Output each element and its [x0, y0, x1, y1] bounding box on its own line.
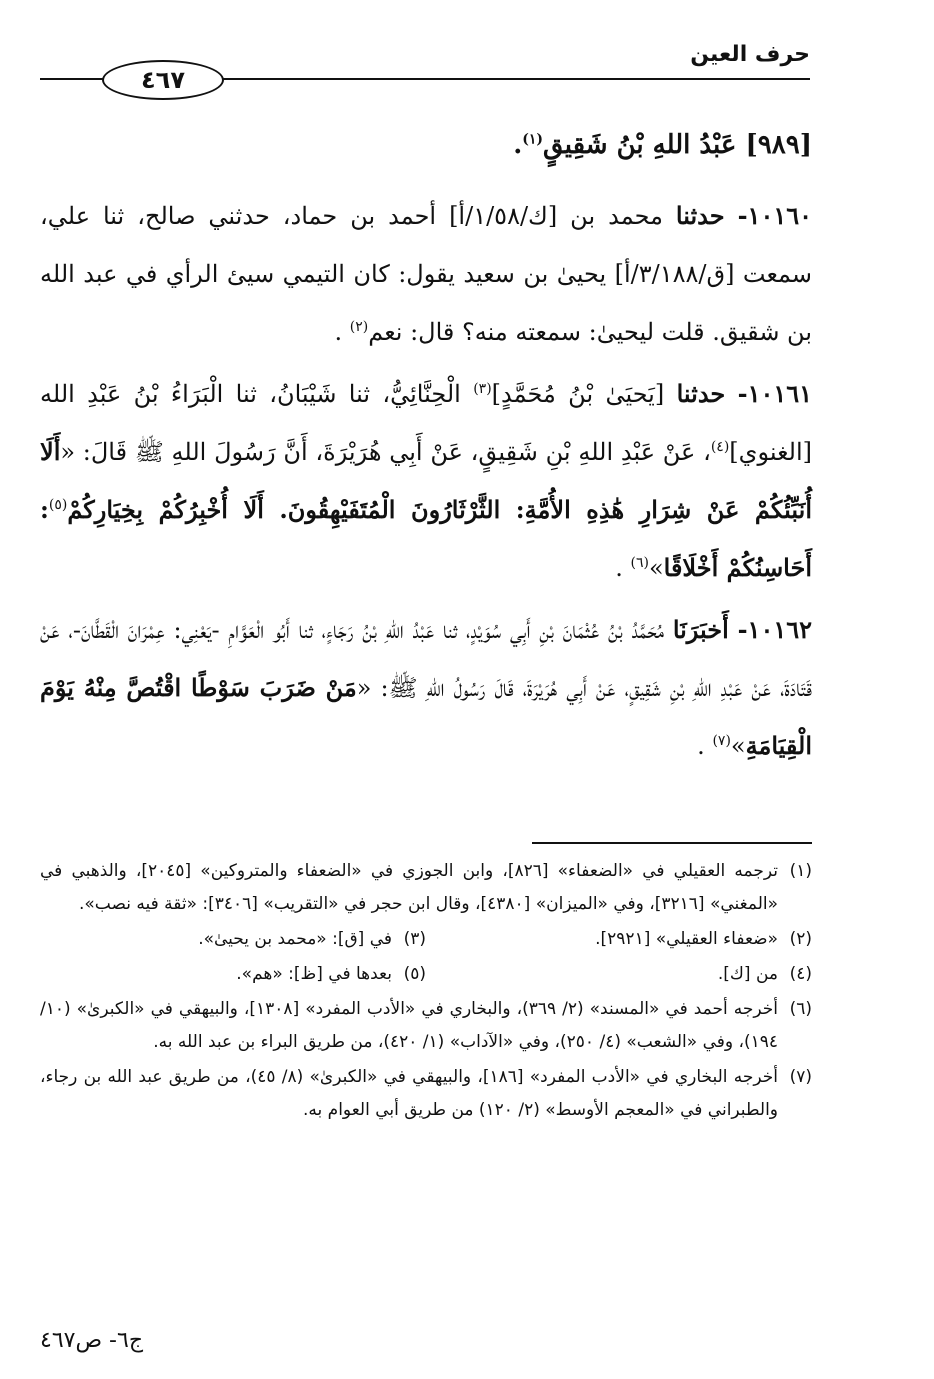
folio-reference: ج٦- ص٤٦٧: [40, 1328, 144, 1353]
page-number: ٤٦٧: [141, 66, 185, 94]
hadith-number: ١٠١٦٠-: [737, 201, 812, 230]
footnote-number: (٤): [789, 964, 812, 984]
main-text: [40, 125, 812, 779]
footnote-ref: (١): [522, 131, 544, 148]
footnote-number: (٧): [789, 1067, 812, 1087]
hadith-matn: أَلَا أُنَبِّئُكُمْ عَنْ شِرَارِ هَٰذِهِ الأُمَّةِ: الثَّرْثَارُونَ الْمُتَفَيْهِقُونَ. أَلَا أُخْبِرُكُمْ بِخِيَارِكُمْ: [40, 437, 812, 524]
footnote-number: (٥): [403, 964, 426, 984]
chapter-title: حرف العين: [690, 42, 810, 67]
footnote-text: بعدها في [ظ]: «هم».: [236, 964, 392, 984]
footnote-text: أخرجه البخاري في «الأدب المفرد» [١٨٦]، والبيهقي في «الكبرىٰ» (٨/ ٤٥)، من طريق عبد الله بن رجاء، والطبراني في «المعجم الأوسط» (٢/ ١٢٠) من طريق أبي العوام به.: [40, 1067, 778, 1120]
footnote-number: (١): [789, 861, 812, 881]
hadith-number: ١٠١٦١-: [737, 379, 813, 408]
hadith-text: مُحَمَّدُ بْنُ عُثْمَانَ بْنِ أَبِي سُوَيْدٍ، ثنا عَبْدُ اللهِ بْنُ رَجَاءٍ، ثنا أَبُو الْعَوَّامِ -يَعْنِي: عِمْرَانَ الْقَطَّانَ-، عَنْ قَتَادَةَ، عَنْ عَبْدِ اللهِ بْنِ شَقِيقٍ، عَنْ أَبِي هُرَيْرَةَ، قَالَ رَسُولُ اللهِ ﷺ: «: [40, 616, 812, 702]
footnote-5: [40, 958, 426, 991]
footnote-ref: (٥): [48, 497, 68, 513]
footnote-7: [40, 1061, 812, 1127]
hadith-matn: مَنْ ضَرَبَ سَوْطًا اقْتُصَّ مِنْهُ يَوْمَ الْقِيَامَةِ: [40, 673, 812, 760]
hadith-lead: أَخبَرَنَا: [672, 615, 729, 644]
footnote-3: [40, 923, 426, 956]
footnote-text: «ضعفاء العقيلي» [٢٩٢١].: [595, 929, 778, 949]
footnote-6: [40, 993, 812, 1059]
footnotes: [40, 855, 812, 1129]
footnote-text: ترجمه العقيلي في «الضعفاء» [٨٢٦]، وابن الجوزي في «الضعفاء والمتروكين» [٢٠٤٥]، والذهبي في «المغني» [٣٢١٦]، وفي «الميزان» [٤٣٨٠]، وقال ابن حجر في «التقريب» [٣٤٠٦]: «ثقة فيه نصب».: [40, 861, 778, 914]
footnote-ref: (٦): [630, 555, 649, 571]
page-header: [40, 40, 810, 100]
hadith-text: الْحِنَّائِيُّ، ثنا شَيْبَانُ، ثنا الْبَرَاءُ بْنُ عَبْدِ الله [الغنوي]: [40, 380, 813, 466]
hadith-text: ، عَنْ عَبْدِ اللهِ بْنِ شَقِيقٍ، عَنْ أَبِي هُرَيْرَةَ، أَنَّ رَسُولَ اللهِ ﷺ قَالَ: «: [60, 438, 711, 466]
footnote-ref: (٤): [710, 439, 730, 455]
footnote-text: من [ك].: [717, 964, 778, 984]
footnote-ref: (٢): [349, 319, 369, 335]
footnote-4: [426, 958, 812, 991]
footnote-separator: [532, 842, 812, 844]
hadith-text: محمد بن [ك/١/٥٨/أ] أحمد بن حماد، حدثني صالح، ثنا علي، سمعت [ق/٣/١٨٨/أ] يحيىٰ بن سعيد يقول: كان التيمي سيئ الرأي في عبد الله بن شقيق. قلت ليحيىٰ: سمعته منه؟ قال: نعم: [40, 202, 813, 346]
footnote-number: (٣): [403, 929, 426, 949]
hadith-text: [يَحيَىٰ بْنُ مُحَمَّدٍ]: [491, 380, 665, 408]
page-number-badge: [102, 60, 224, 100]
footnote-row: [40, 923, 812, 956]
hadith-10162: ١٠١٦٢- أَخبَرَنَا مُحَمَّدُ بْنُ عُثْمَانَ بْنِ أَبِي سُوَيْدٍ، ثنا عَبْدُ اللهِ بْنُ رَجَاءٍ، ثنا أَبُو الْعَوَّامِ -يَعْنِي: عِمْرَانَ الْقَطَّانَ-، عَنْ قَتَادَةَ، عَنْ عَبْدِ اللهِ بْنِ شَقِيقٍ، عَنْ أَبِي هُرَيْرَةَ، قَالَ رَسُولُ اللهِ ﷺ: «مَنْ ضَرَبَ سَوْطًا اقْتُصَّ مِنْهُ يَوْمَ الْقِيَامَةِ»$^{(٧)}$ .: [40, 615, 812, 760]
footnote-ref: (٣): [473, 381, 492, 397]
footnote-text: أخرجه أحمد في «المسند» (٢/ ٣٦٩)، والبخاري في «الأدب المفرد» [١٣٠٨]، والبيهقي في «الكبرىٰ» (١٠/ ١٩٤)، وفي «الشعب» (٤/ ٢٥٠)، وفي «الآداب» (١/ ٤٢٠)، من طريق البراء بن عبد الله به.: [40, 999, 778, 1052]
hadith-lead: حدثنا: [675, 201, 725, 230]
footnote-row: [40, 958, 812, 991]
entry-heading: [٩٨٩] عَبْدُ اللهِ بْنُ شَقِيقٍ$^{(١)}$.: [513, 130, 812, 160]
hadith-10161: ١٠١٦١- حدثنا [يَحيَىٰ بْنُ مُحَمَّدٍ]$^{(٣)}$ الْحِنَّائِيُّ، ثنا شَيْبَانُ، ثنا الْبَرَاءُ بْنُ عَبْدِ الله [الغنوي]$^{(٤)}$، عَنْ عَبْدِ اللهِ بْنِ شَقِيقٍ، عَنْ أَبِي هُرَيْرَةَ، أَنَّ رَسُولَ اللهِ ﷺ قَالَ: «أَلَا أُنَبِّئُكُمْ عَنْ شِرَارِ هَٰذِهِ الأُمَّةِ: الثَّرْثَارُونَ الْمُتَفَيْهِقُونَ. أَلَا أُخْبِرُكُمْ بِخِيَارِكُمْ$^{(٥)}$: أَحَاسِنُكُمْ أَخْلَاقًا»$^{(٦)}$ .: [40, 379, 813, 582]
hadith-10160: ١٠١٦٠- حدثنا محمد بن [ك/١/٥٨/أ] أحمد بن حماد، حدثني صالح، ثنا علي، سمعت [ق/٣/١٨٨/أ] يحيىٰ بن سعيد يقول: كان التيمي سيئ الرأي في عبد الله بن شقيق. قلت ليحيىٰ: سمعته منه؟ قال: نعم$^{(٢)}$ .: [40, 201, 813, 346]
footnote-1: [40, 855, 812, 921]
entry-name: عَبْدُ اللهِ بْنُ شَقِيقٍ: [543, 130, 737, 160]
footnote-2: [426, 923, 812, 956]
footnote-text: في [ق]: «محمد بن يحيىٰ».: [198, 929, 392, 949]
hadith-lead: حدثنا: [676, 379, 726, 408]
hadith-matn: : أَحَاسِنُكُمْ أَخْلَاقًا: [40, 495, 812, 582]
footnote-ref: (٧): [712, 733, 731, 749]
footnote-number: (٦): [789, 999, 812, 1019]
hadith-number: ١٠١٦٢-: [737, 615, 812, 644]
entry-number: [٩٨٩]: [745, 130, 812, 160]
footnote-number: (٢): [789, 929, 812, 949]
